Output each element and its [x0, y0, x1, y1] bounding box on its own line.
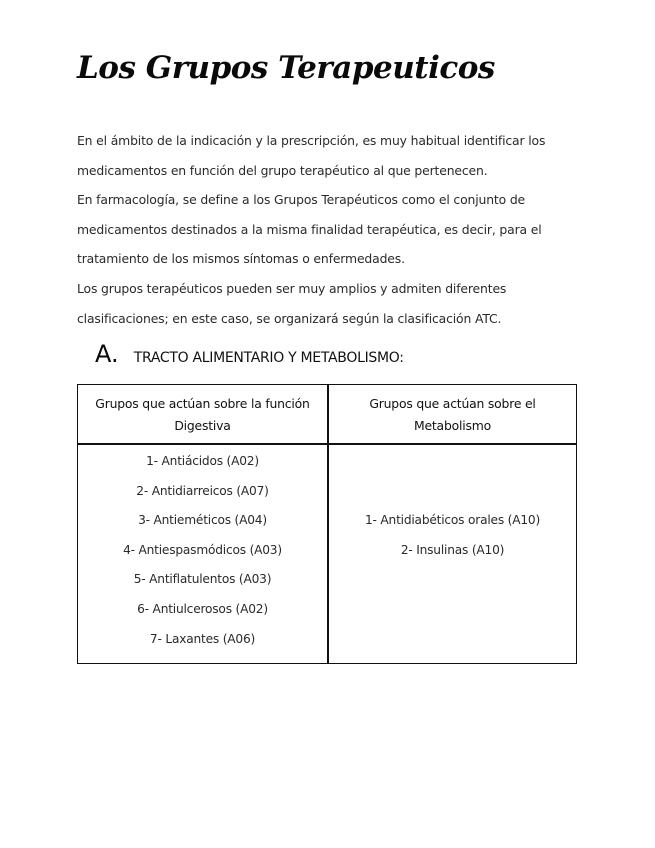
header-line: Metabolismo [413, 418, 491, 433]
list-item: 3- Antieméticos (A04) [138, 513, 267, 528]
list-item: 1- Antidiabéticos orales (A10) [364, 513, 541, 527]
list-item: 6- Antiulcerosos (A02) [137, 601, 268, 616]
header-line: Grupos que actúan sobre la función [95, 396, 310, 411]
list-item: 2- Insulinas (A10) [400, 542, 505, 557]
header-line: Grupos que actúan sobre el [369, 396, 536, 411]
digestive-groups-list [78, 447, 327, 654]
list-item: 5- Antiflatulentos (A03) [133, 572, 272, 587]
paragraph-line: clasificaciones; en este caso, se organizará según la clasificación ATC. [77, 310, 502, 326]
paragraph-line: En el ámbito de la indicación y la prescripción, es muy habitual identificar los [77, 133, 546, 148]
intro-paragraph [77, 126, 557, 333]
page-title: Los Grupos Terapeuticos [77, 50, 495, 86]
section-title: TRACTO ALIMENTARIO Y METABOLISMO: [133, 350, 404, 366]
list-item: 7- Laxantes (A06) [149, 631, 256, 646]
table-header-digestive [78, 389, 327, 441]
table-header-divider [78, 443, 576, 445]
list-item: 1- Antiácidos (A02) [146, 454, 259, 468]
paragraph-line: Los grupos terapéuticos pueden ser muy amplios y admiten diferentes [77, 280, 507, 296]
list-item: 2- Antidiarreicos (A07) [136, 483, 269, 498]
section-heading [95, 340, 404, 368]
therapeutic-groups-table [77, 384, 577, 664]
header-line: Digestiva [174, 418, 231, 433]
list-item: 4- Antiespasmódicos (A03) [123, 542, 282, 557]
paragraph-line: tratamiento de los mismos síntomas o enfermedades. [77, 251, 405, 267]
section-letter: A. [95, 340, 119, 368]
paragraph-line: medicamentos en función del grupo terapéutico al que pertenecen. [77, 162, 488, 178]
paragraph-line: medicamentos destinados a la misma finalidad terapéutica, es decir, para el [77, 221, 542, 237]
metabolism-groups-list [329, 506, 576, 565]
table-header-metabolism [329, 389, 576, 441]
paragraph-line: En farmacología, se define a los Grupos Terapéuticos como el conjunto de [77, 192, 526, 208]
